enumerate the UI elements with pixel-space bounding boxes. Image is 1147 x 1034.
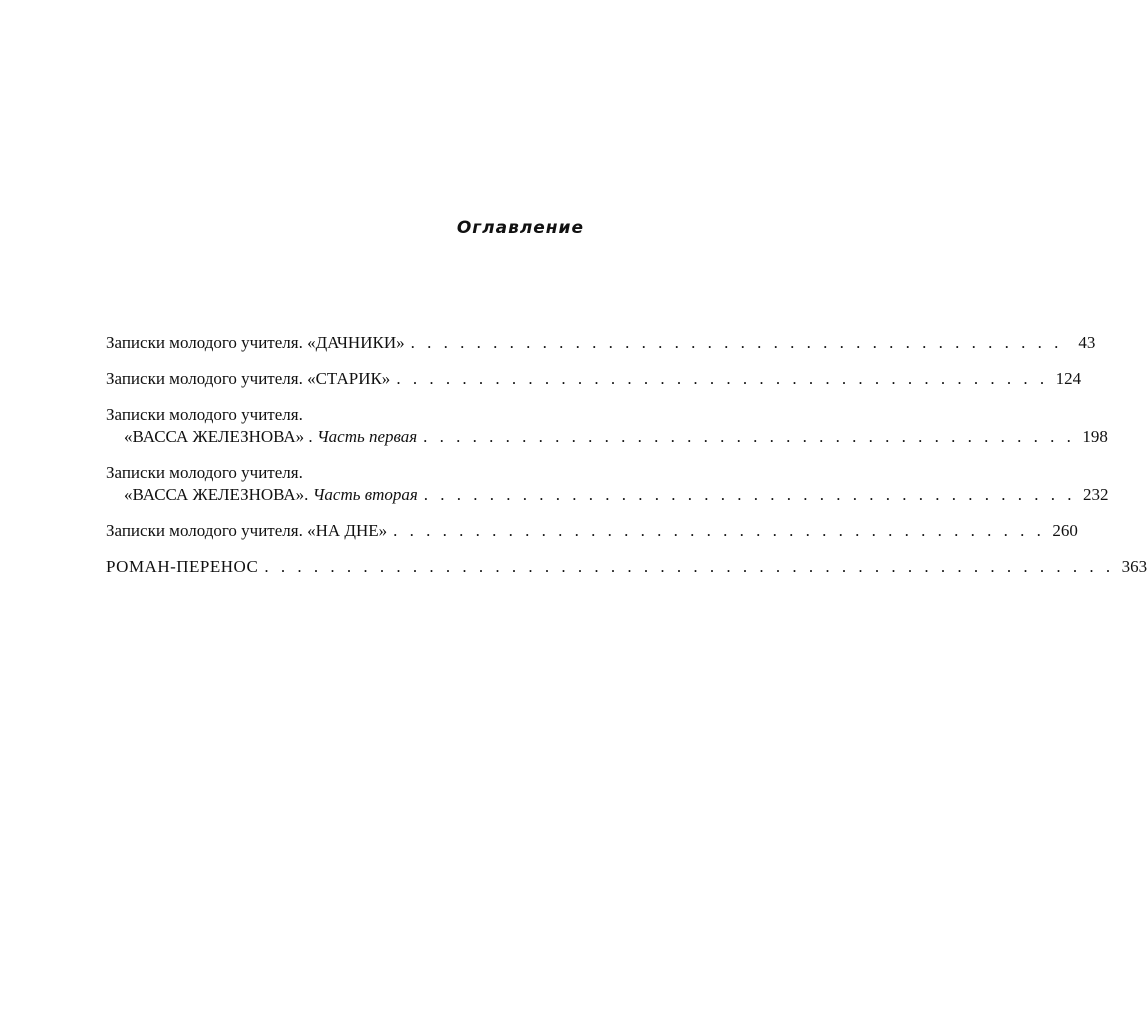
- toc-entry-title: Записки молодого учителя. «ДАЧНИКИ»: [106, 333, 405, 352]
- toc-entry-part: Часть вторая: [312, 485, 418, 504]
- toc-entry-title: Записки молодого учителя.: [106, 463, 303, 482]
- table-of-contents: [106, 332, 1147, 592]
- toc-heading: Оглавление: [456, 218, 584, 238]
- dot-leader: . . . . . . . . . . . . . . . . . . . . . . . . . . . . . . . . . . . . . . . .: [423, 427, 1075, 446]
- toc-entry-subtitle: «ВАССА ЖЕЛЕЗНОВА». Часть вторая: [124, 485, 418, 504]
- toc-entry-page: 363: [1121, 557, 1147, 576]
- dot-leader: . . . . . . . . . . . . . . . . . . . . . . . . . . . . . . . . . . . . . . . .: [396, 369, 1049, 388]
- toc-entry-page: 232: [1083, 485, 1109, 504]
- dot-leader: . . . . . . . . . . . . . . . . . . . . . . . . . . . . . . . . . . . . . . . . . . . . . . . . . . . .: [264, 557, 1115, 576]
- toc-entry-title: Записки молодого учителя.: [106, 405, 303, 424]
- toc-entry: [106, 556, 1147, 578]
- toc-entry-subtitle: «ВАССА ЖЕЛЕЗНОВА» . Часть первая: [124, 427, 418, 446]
- toc-entry-title: Записки молодого учителя. «НА ДНЕ»: [106, 521, 388, 540]
- toc-entry-page: 260: [1052, 521, 1078, 540]
- toc-entry: [106, 520, 1078, 542]
- toc-entry: [106, 462, 1109, 506]
- toc-entry-part: Часть первая: [316, 427, 418, 446]
- toc-entry-page: 198: [1082, 427, 1108, 446]
- toc-entry: [106, 404, 1108, 448]
- toc-entry-title: Записки молодого учителя. «СТАРИК»: [106, 369, 391, 388]
- dot-leader: . . . . . . . . . . . . . . . . . . . . . . . . . . . . . . . . . . . . . . . .: [393, 521, 1045, 540]
- toc-entry: [106, 368, 1082, 390]
- toc-entry-page: 124: [1055, 369, 1082, 388]
- toc-entry: [106, 332, 1096, 354]
- toc-entry-title: РОМАН-ПЕРЕНОС: [106, 557, 259, 576]
- dot-leader: . . . . . . . . . . . . . . . . . . . . . . . . . . . . . . . . . . . . . . . .: [423, 485, 1076, 504]
- dot-leader: . . . . . . . . . . . . . . . . . . . . . . . . . . . . . . . . . . . . . . . .: [410, 333, 1063, 352]
- toc-entry-page: 43: [1078, 333, 1096, 352]
